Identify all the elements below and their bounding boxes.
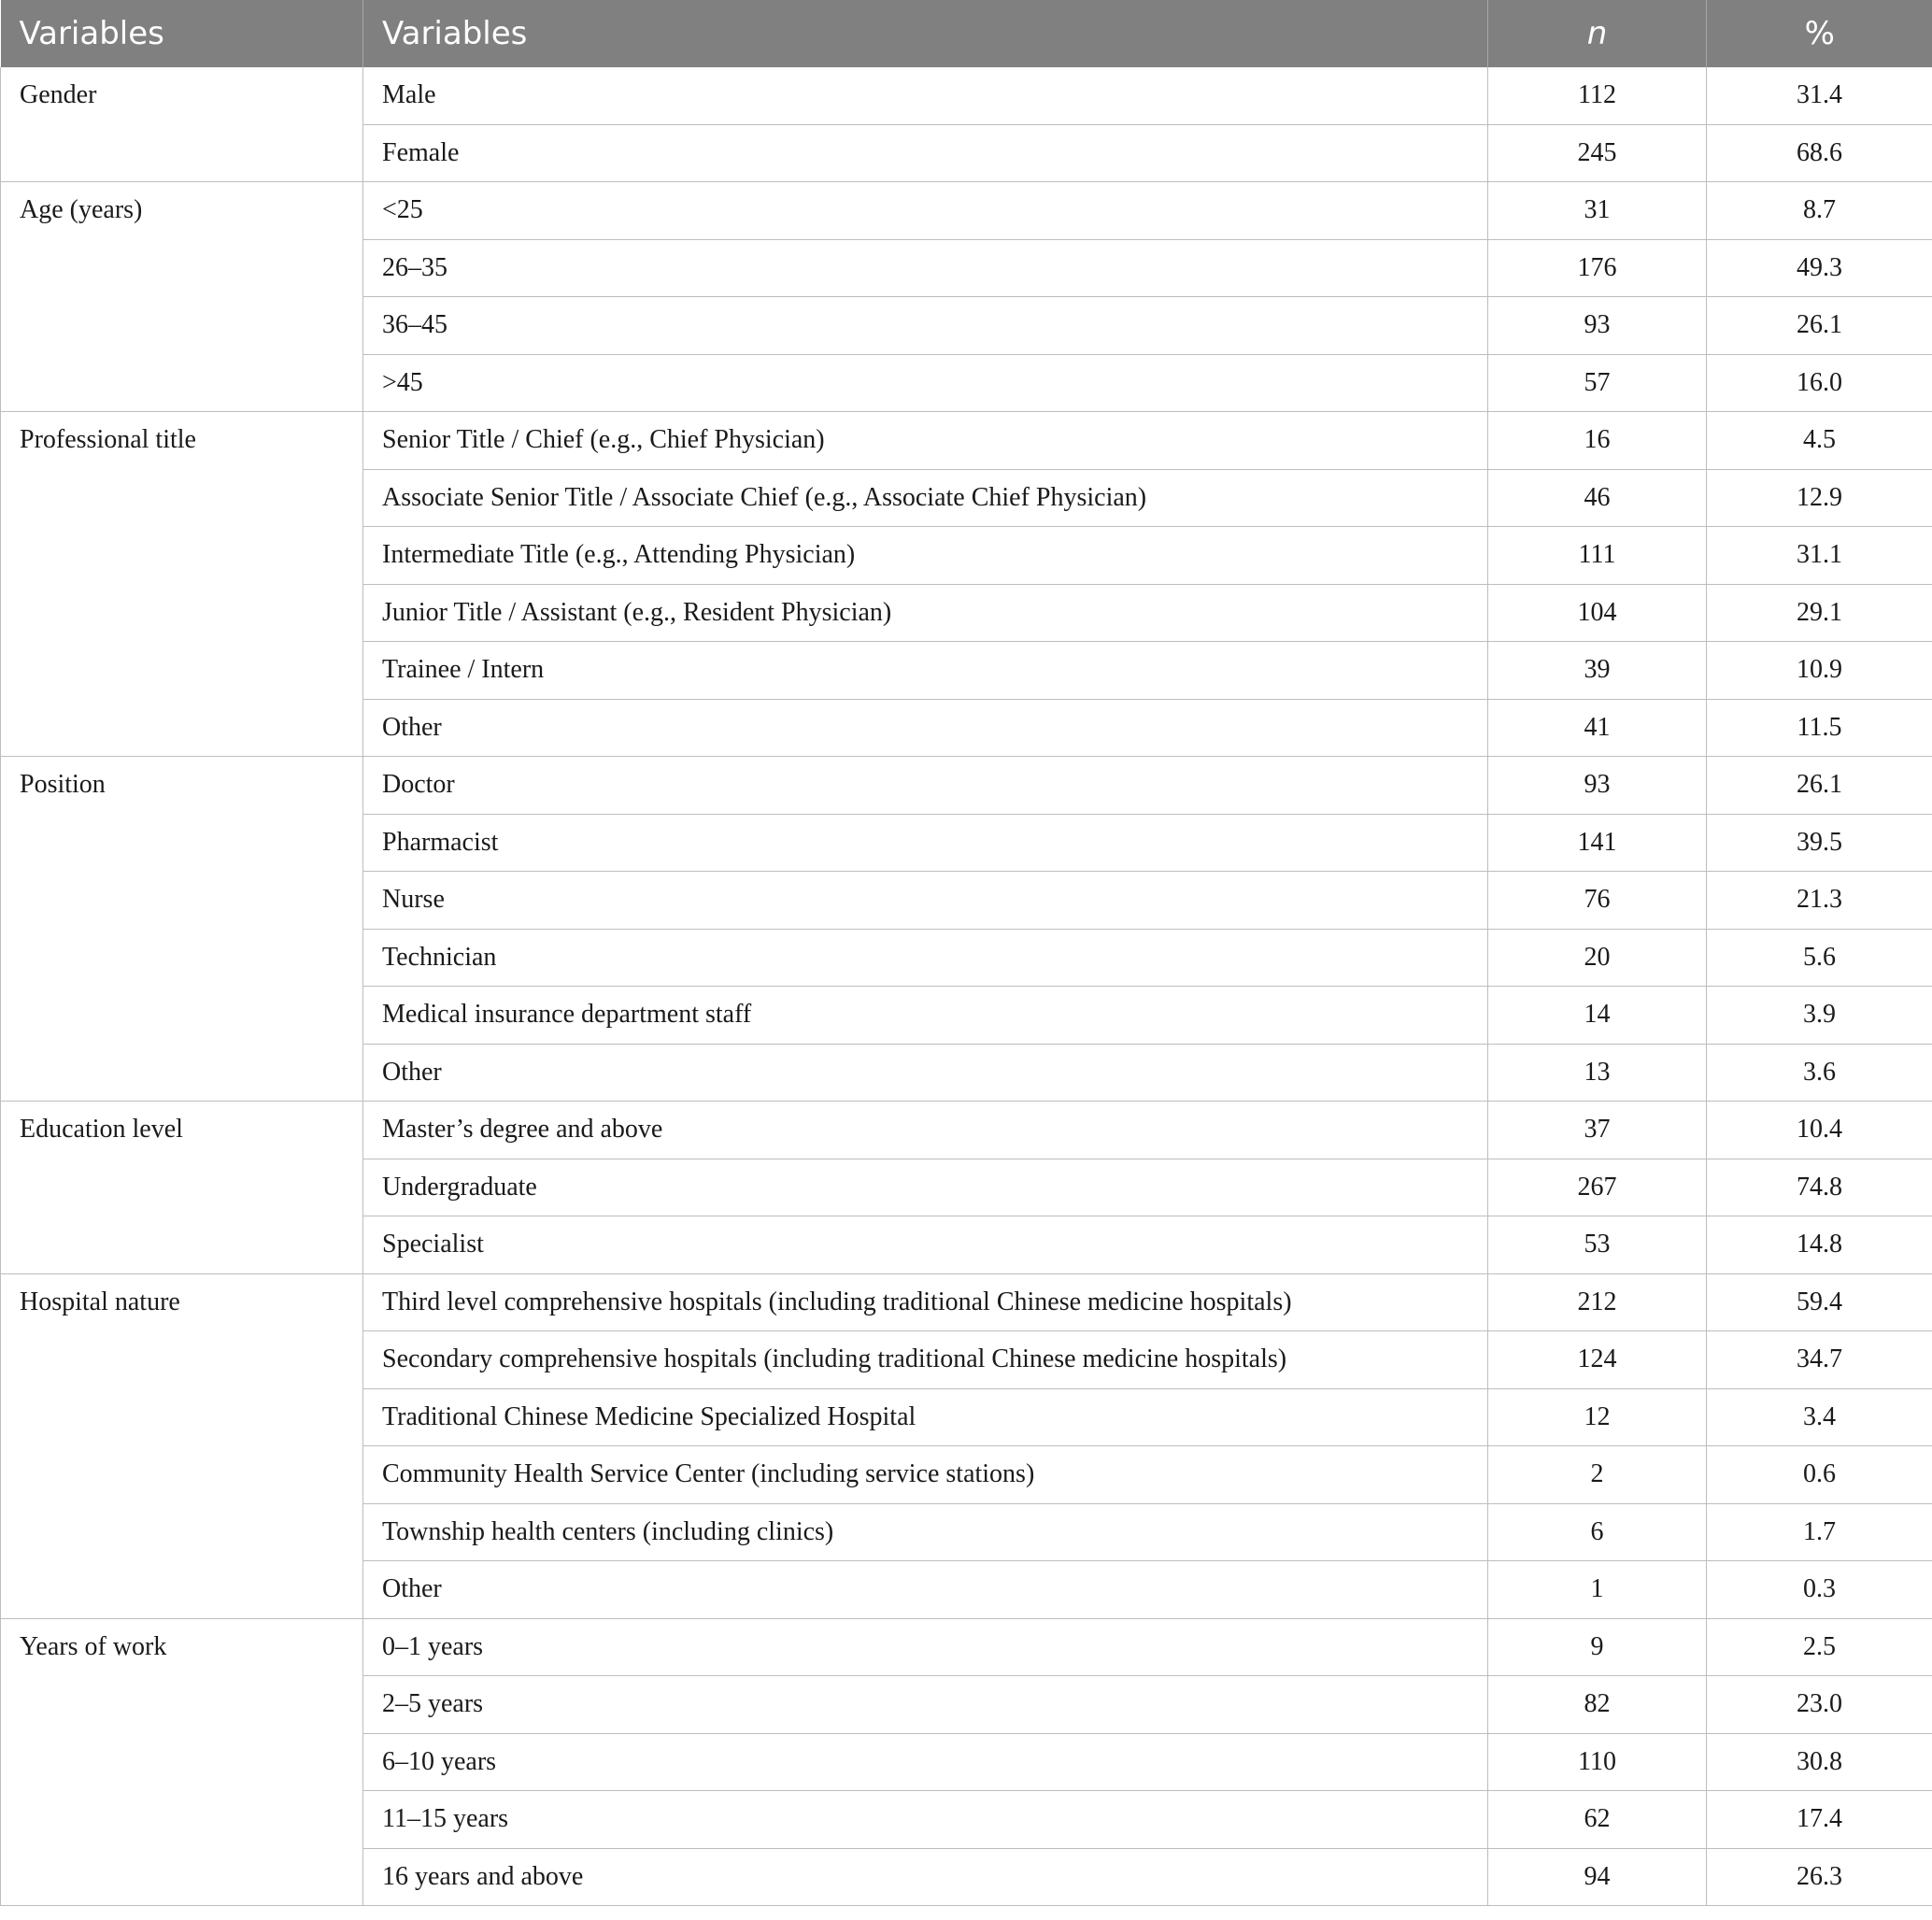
count-cell: 31 [1488, 182, 1707, 240]
count-cell: 1 [1488, 1561, 1707, 1619]
category-cell: Medical insurance department staff [363, 987, 1488, 1045]
category-cell: Undergraduate [363, 1159, 1488, 1216]
percent-cell: 17.4 [1707, 1791, 1932, 1849]
percent-cell: 39.5 [1707, 814, 1932, 872]
count-cell: 9 [1488, 1618, 1707, 1676]
category-cell: 26–35 [363, 239, 1488, 297]
count-cell: 94 [1488, 1848, 1707, 1906]
percent-cell: 16.0 [1707, 354, 1932, 412]
count-cell: 176 [1488, 239, 1707, 297]
percent-cell: 23.0 [1707, 1676, 1932, 1734]
count-cell: 267 [1488, 1159, 1707, 1216]
count-cell: 57 [1488, 354, 1707, 412]
count-cell: 141 [1488, 814, 1707, 872]
count-cell: 212 [1488, 1273, 1707, 1331]
percent-cell: 29.1 [1707, 584, 1932, 642]
percent-cell: 49.3 [1707, 239, 1932, 297]
count-cell: 37 [1488, 1102, 1707, 1159]
percent-cell: 26.3 [1707, 1848, 1932, 1906]
category-cell: Doctor [363, 757, 1488, 815]
percent-cell: 3.6 [1707, 1044, 1932, 1102]
category-cell: <25 [363, 182, 1488, 240]
group-label: Hospital nature [1, 1273, 363, 1618]
percent-cell: 1.7 [1707, 1503, 1932, 1561]
group-label: Gender [1, 67, 363, 182]
count-cell: 104 [1488, 584, 1707, 642]
header-n: n [1488, 0, 1707, 67]
count-cell: 82 [1488, 1676, 1707, 1734]
count-cell: 53 [1488, 1216, 1707, 1274]
group-label: Years of work [1, 1618, 363, 1906]
count-cell: 112 [1488, 67, 1707, 124]
percent-cell: 21.3 [1707, 872, 1932, 930]
count-cell: 39 [1488, 642, 1707, 700]
count-cell: 6 [1488, 1503, 1707, 1561]
category-cell: Specialist [363, 1216, 1488, 1274]
category-cell: Other [363, 1561, 1488, 1619]
group-label: Education level [1, 1102, 363, 1274]
category-cell: Other [363, 1044, 1488, 1102]
category-cell: Male [363, 67, 1488, 124]
percent-cell: 11.5 [1707, 699, 1932, 757]
percent-cell: 30.8 [1707, 1733, 1932, 1791]
percent-cell: 0.3 [1707, 1561, 1932, 1619]
table-header [1, 0, 1932, 67]
table-row [1, 757, 1932, 815]
header-variables-category: Variables [363, 0, 1488, 67]
count-cell: 20 [1488, 929, 1707, 987]
table-row [1, 67, 1932, 124]
category-cell: 0–1 years [363, 1618, 1488, 1676]
percent-cell: 59.4 [1707, 1273, 1932, 1331]
category-cell: Junior Title / Assistant (e.g., Resident Physician) [363, 584, 1488, 642]
percent-cell: 31.4 [1707, 67, 1932, 124]
percent-cell: 3.9 [1707, 987, 1932, 1045]
count-cell: 111 [1488, 527, 1707, 585]
category-cell: Secondary comprehensive hospitals (including traditional Chinese medicine hospitals) [363, 1331, 1488, 1389]
percent-cell: 10.9 [1707, 642, 1932, 700]
category-cell: Community Health Service Center (including service stations) [363, 1446, 1488, 1504]
category-cell: Senior Title / Chief (e.g., Chief Physician) [363, 412, 1488, 470]
percent-cell: 4.5 [1707, 412, 1932, 470]
category-cell: 2–5 years [363, 1676, 1488, 1734]
count-cell: 16 [1488, 412, 1707, 470]
category-cell: Master’s degree and above [363, 1102, 1488, 1159]
percent-cell: 5.6 [1707, 929, 1932, 987]
count-cell: 76 [1488, 872, 1707, 930]
group-label: Professional title [1, 412, 363, 757]
percent-cell: 68.6 [1707, 124, 1932, 182]
category-cell: >45 [363, 354, 1488, 412]
count-cell: 62 [1488, 1791, 1707, 1849]
category-cell: Third level comprehensive hospitals (including traditional Chinese medicine hospitals) [363, 1273, 1488, 1331]
count-cell: 124 [1488, 1331, 1707, 1389]
category-cell: Female [363, 124, 1488, 182]
percent-cell: 0.6 [1707, 1446, 1932, 1504]
table-row [1, 1102, 1932, 1159]
count-cell: 46 [1488, 469, 1707, 527]
category-cell: Township health centers (including clinics) [363, 1503, 1488, 1561]
header-variables-group: Variables [1, 0, 363, 67]
category-cell: Associate Senior Title / Associate Chief (e.g., Associate Chief Physician) [363, 469, 1488, 527]
group-label: Position [1, 757, 363, 1102]
count-cell: 14 [1488, 987, 1707, 1045]
count-cell: 93 [1488, 297, 1707, 355]
percent-cell: 2.5 [1707, 1618, 1932, 1676]
category-cell: Intermediate Title (e.g., Attending Physician) [363, 527, 1488, 585]
percent-cell: 10.4 [1707, 1102, 1932, 1159]
table-row [1, 1273, 1932, 1331]
category-cell: 11–15 years [363, 1791, 1488, 1849]
table-row [1, 182, 1932, 240]
percent-cell: 31.1 [1707, 527, 1932, 585]
percent-cell: 12.9 [1707, 469, 1932, 527]
percent-cell: 26.1 [1707, 757, 1932, 815]
count-cell: 12 [1488, 1388, 1707, 1446]
percent-cell: 8.7 [1707, 182, 1932, 240]
header-row [1, 0, 1932, 67]
category-cell: Traditional Chinese Medicine Specialized Hospital [363, 1388, 1488, 1446]
category-cell: 16 years and above [363, 1848, 1488, 1906]
percent-cell: 26.1 [1707, 297, 1932, 355]
count-cell: 110 [1488, 1733, 1707, 1791]
category-cell: Other [363, 699, 1488, 757]
percent-cell: 74.8 [1707, 1159, 1932, 1216]
category-cell: Trainee / Intern [363, 642, 1488, 700]
category-cell: 36–45 [363, 297, 1488, 355]
table-row [1, 1618, 1932, 1676]
group-label: Age (years) [1, 182, 363, 412]
count-cell: 13 [1488, 1044, 1707, 1102]
count-cell: 41 [1488, 699, 1707, 757]
percent-cell: 14.8 [1707, 1216, 1932, 1274]
count-cell: 93 [1488, 757, 1707, 815]
percent-cell: 34.7 [1707, 1331, 1932, 1389]
table-row [1, 412, 1932, 470]
category-cell: 6–10 years [363, 1733, 1488, 1791]
category-cell: Technician [363, 929, 1488, 987]
category-cell: Nurse [363, 872, 1488, 930]
header-percent: % [1707, 0, 1932, 67]
count-cell: 245 [1488, 124, 1707, 182]
count-cell: 2 [1488, 1446, 1707, 1504]
table-body [1, 67, 1932, 1906]
percent-cell: 3.4 [1707, 1388, 1932, 1446]
category-cell: Pharmacist [363, 814, 1488, 872]
